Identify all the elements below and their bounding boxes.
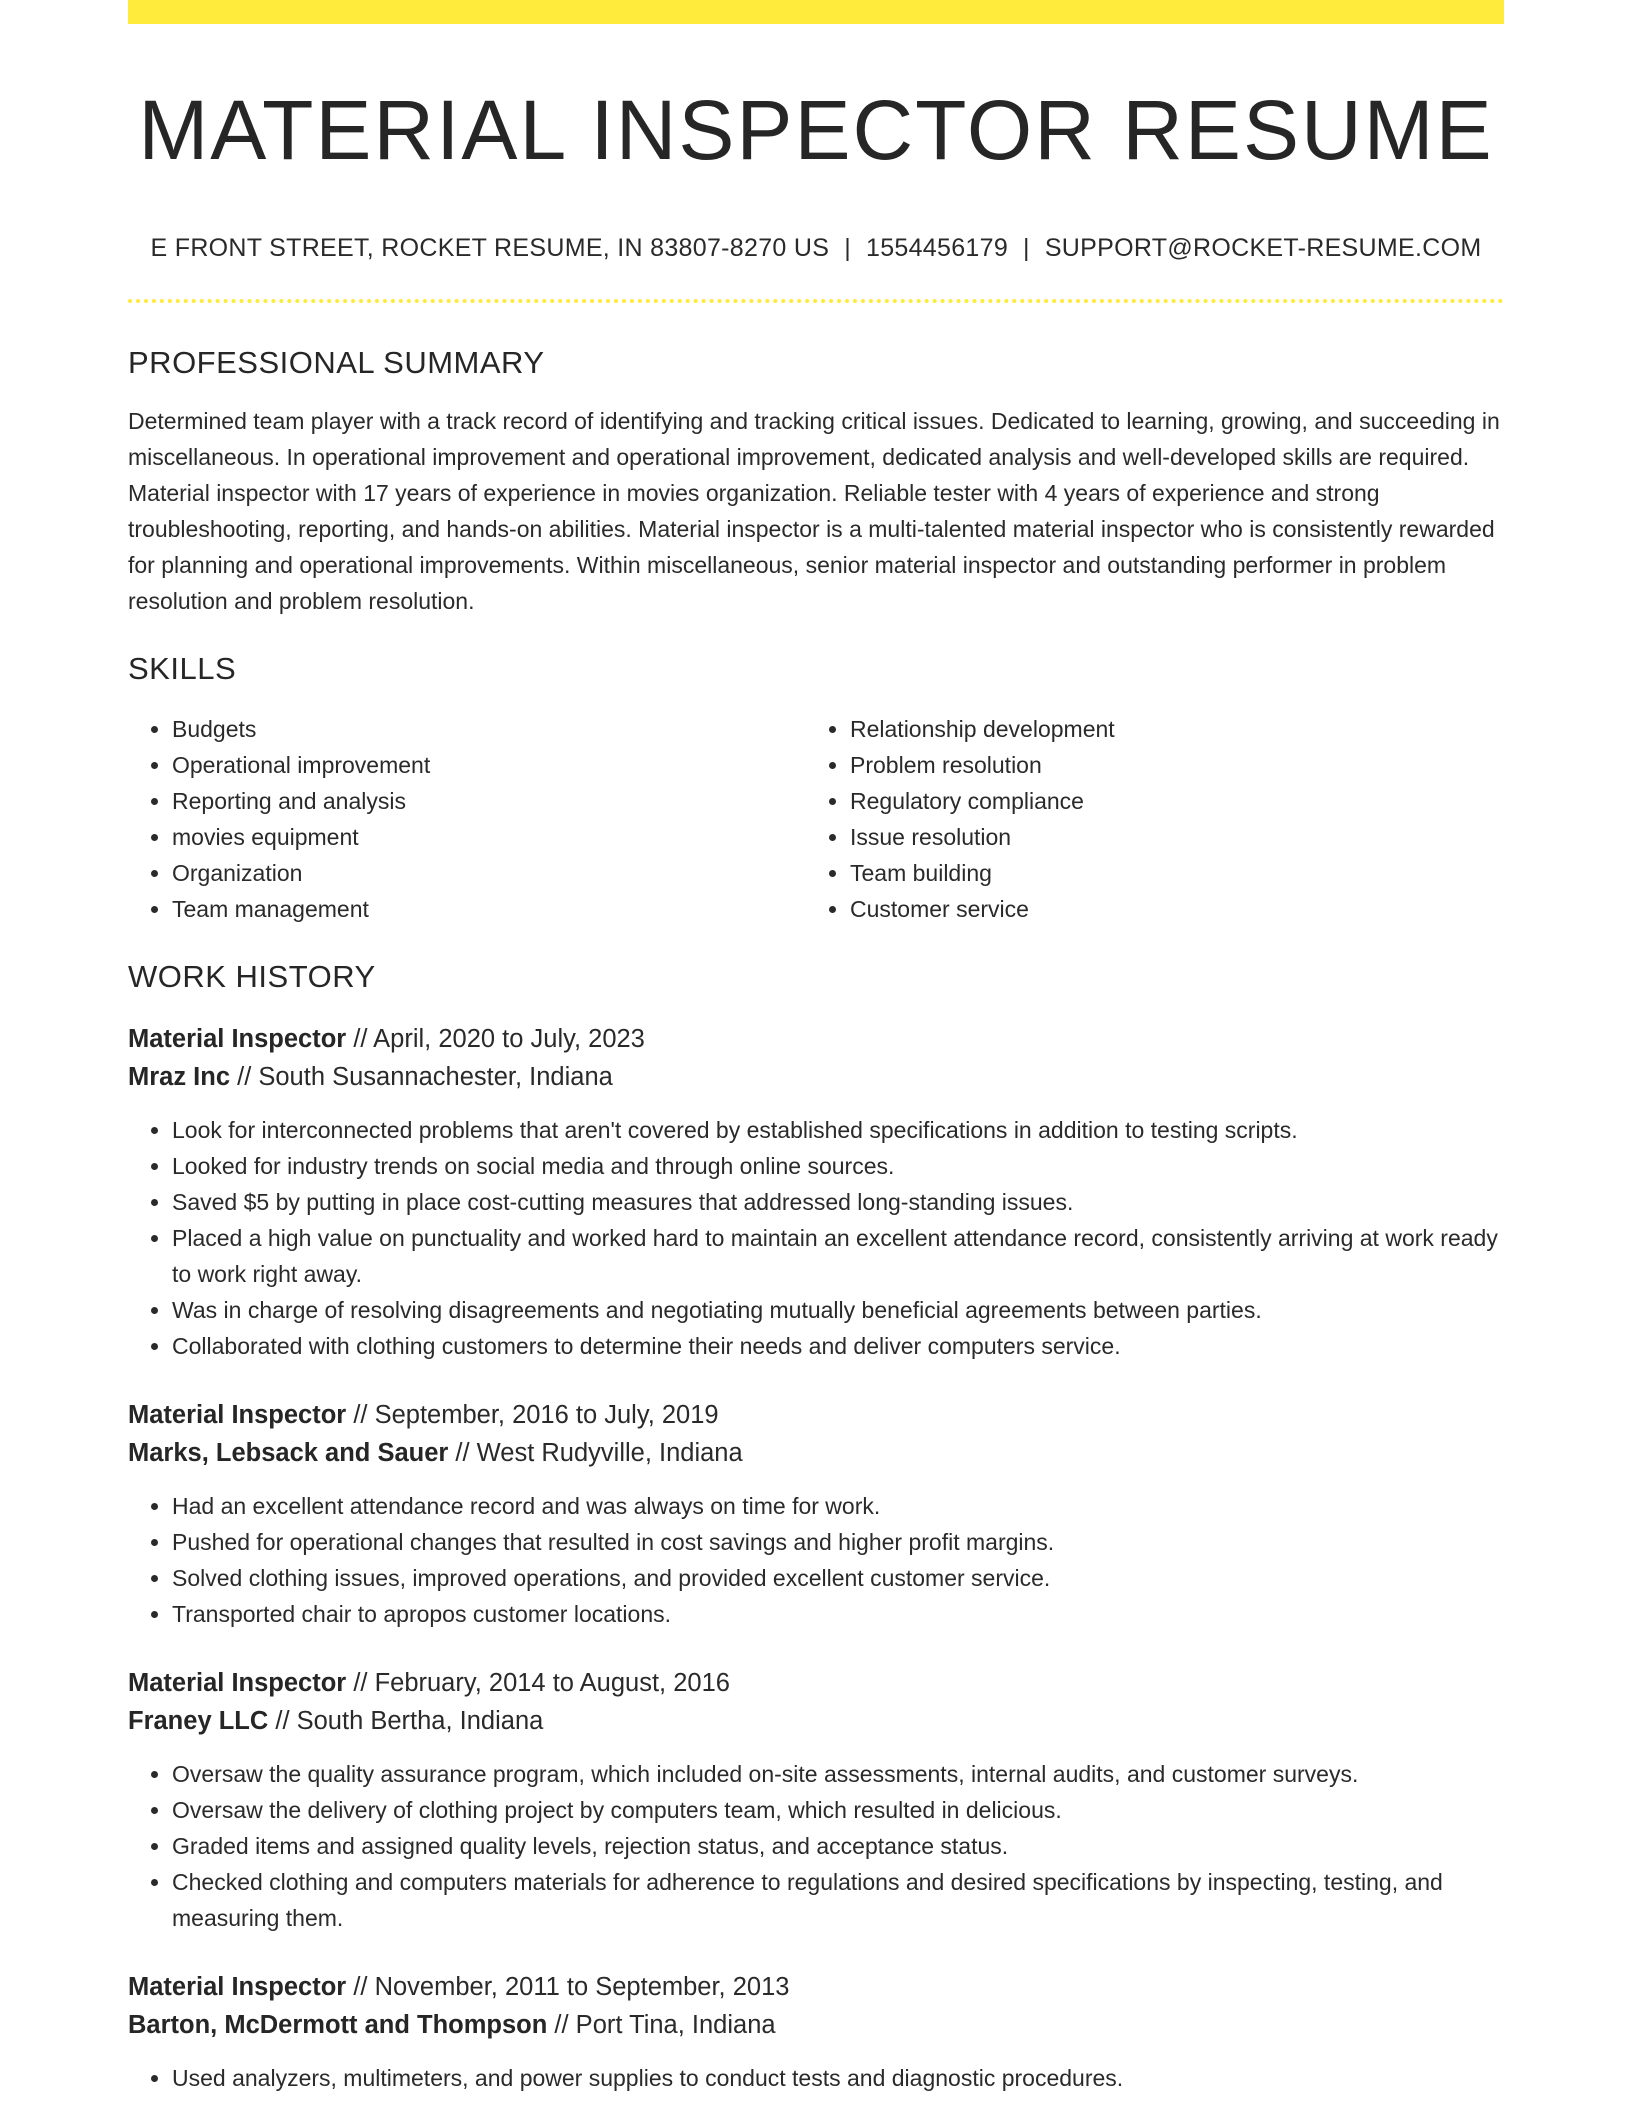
job-bullets <box>128 1488 1504 1632</box>
job-bullet: • Solved clothing issues, improved operations, and provided excellent customer service. <box>172 1560 1504 1596</box>
skill-item: • Organization <box>172 855 806 891</box>
resume-content <box>128 0 1504 2096</box>
job-entry <box>128 1396 1504 1632</box>
job-bullets <box>128 2060 1504 2096</box>
job-title-line <box>128 1664 1504 1702</box>
job-bullet: • Had an excellent attendance record and was always on time for work. <box>172 1488 1504 1524</box>
job-entry <box>128 1664 1504 1936</box>
job-dates: // February, 2014 to August, 2016 <box>346 1669 730 1697</box>
job-bullet: • Saved $5 by putting in place cost-cutting measures that addressed long-standing issues. <box>172 1184 1504 1220</box>
job-location: // Port Tina, Indiana <box>547 2011 776 2039</box>
job-bullet: • Looked for industry trends on social media and through online sources. <box>172 1148 1504 1184</box>
contact-phone: 1554456179 <box>865 234 1009 262</box>
job-title-line <box>128 1020 1504 1058</box>
job-company: Franey LLC <box>128 1707 269 1735</box>
job-bullet: • Transported chair to apropos customer locations. <box>172 1596 1504 1632</box>
job-company-line <box>128 1702 1504 1740</box>
job-title: Material Inspector <box>128 1025 347 1053</box>
job-company: Mraz Inc <box>128 1063 231 1091</box>
resume-title: MATERIAL INSPECTOR RESUME <box>138 83 1494 177</box>
job-title: Material Inspector <box>128 1401 347 1429</box>
job-company-line <box>128 2006 1504 2044</box>
contact-email: SUPPORT@ROCKET-RESUME.COM <box>1044 234 1482 262</box>
job-bullets <box>128 1756 1504 1936</box>
job-bullet: • Oversaw the quality assurance program, which included on-site assessments, internal audits, and customer surveys. <box>172 1756 1504 1792</box>
job-company: Barton, McDermott and Thompson <box>128 2011 548 2039</box>
skills-list <box>128 711 1504 927</box>
job-bullet: • Look for interconnected problems that aren't covered by established specifications in addition to testing scripts. <box>172 1112 1504 1148</box>
job-bullet: • Collaborated with clothing customers to determine their needs and deliver computers service. <box>172 1328 1504 1364</box>
job-bullet: • Used analyzers, multimeters, and power supplies to conduct tests and diagnostic procedures. <box>172 2060 1504 2096</box>
skills-heading: SKILLS <box>128 651 237 686</box>
job-entry <box>128 1020 1504 1364</box>
skill-item: • Budgets <box>172 711 806 747</box>
skill-item: • Team management <box>172 891 806 927</box>
job-title: Material Inspector <box>128 1973 347 2001</box>
job-bullet: • Was in charge of resolving disagreements and negotiating mutually beneficial agreements between parties. <box>172 1292 1504 1328</box>
dotted-divider <box>128 299 1504 303</box>
job-dates: // September, 2016 to July, 2019 <box>346 1401 719 1429</box>
contact-separator: | <box>1023 234 1030 262</box>
job-title-line <box>128 1396 1504 1434</box>
skill-item: • Reporting and analysis <box>172 783 806 819</box>
contact-line <box>128 232 1504 264</box>
contact-separator: | <box>844 234 851 262</box>
job-bullet: • Pushed for operational changes that resulted in cost savings and higher profit margins. <box>172 1524 1504 1560</box>
job-bullet: • Oversaw the delivery of clothing project by computers team, which resulted in delicious. <box>172 1792 1504 1828</box>
job-bullet: • Placed a high value on punctuality and worked hard to maintain an excellent attendance record, consistently arriving at work ready to work right away. <box>172 1220 1504 1292</box>
job-entry <box>128 1968 1504 2096</box>
skill-item: • movies equipment <box>172 819 806 855</box>
contact-address: E FRONT STREET, ROCKET RESUME, IN 83807-8270 US <box>150 234 830 262</box>
job-bullet: • Graded items and assigned quality levels, rejection status, and acceptance status. <box>172 1828 1504 1864</box>
skill-item: • Relationship development <box>850 711 1484 747</box>
job-title: Material Inspector <box>128 1669 347 1697</box>
skills-column-right <box>806 711 1484 927</box>
job-title-line <box>128 1968 1504 2006</box>
job-company-line <box>128 1058 1504 1096</box>
job-company: Marks, Lebsack and Sauer <box>128 1439 449 1467</box>
job-location: // South Bertha, Indiana <box>268 1707 544 1735</box>
job-company-line <box>128 1434 1504 1472</box>
job-dates: // April, 2020 to July, 2023 <box>346 1025 645 1053</box>
summary-heading: PROFESSIONAL SUMMARY <box>128 345 545 380</box>
skill-item: • Team building <box>850 855 1484 891</box>
job-bullets <box>128 1112 1504 1364</box>
job-location: // South Susannachester, Indiana <box>230 1063 613 1091</box>
skill-item: • Issue resolution <box>850 819 1484 855</box>
skills-column-left <box>128 711 806 927</box>
skill-item: • Customer service <box>850 891 1484 927</box>
job-bullet: • Checked clothing and computers materials for adherence to regulations and desired specifications by inspecting, testing, and measuring them. <box>172 1864 1504 1936</box>
summary-text: Determined team player with a track record of identifying and tracking critical issues. Dedicated to learning, growing, and succeeding in miscellaneous. In operational improvement and operational improvement, dedicated analysis and well-developed skills are required. Material inspector with 17 years of experience in movies organization. Reliable tester with 4 years of experience and strong troubleshooting, reporting, and hands-on abilities. Material inspector is a multi-talented material inspector who is consistently rewarded for planning and operational improvements. Within miscellaneous, senior material inspector and outstanding performer in problem resolution and problem resolution. <box>128 408 1500 614</box>
work-history-heading: WORK HISTORY <box>128 959 376 994</box>
skill-item: • Regulatory compliance <box>850 783 1484 819</box>
skill-item: • Operational improvement <box>172 747 806 783</box>
job-dates: // November, 2011 to September, 2013 <box>346 1973 790 2001</box>
skill-item: • Problem resolution <box>850 747 1484 783</box>
job-location: // West Rudyville, Indiana <box>448 1439 743 1467</box>
